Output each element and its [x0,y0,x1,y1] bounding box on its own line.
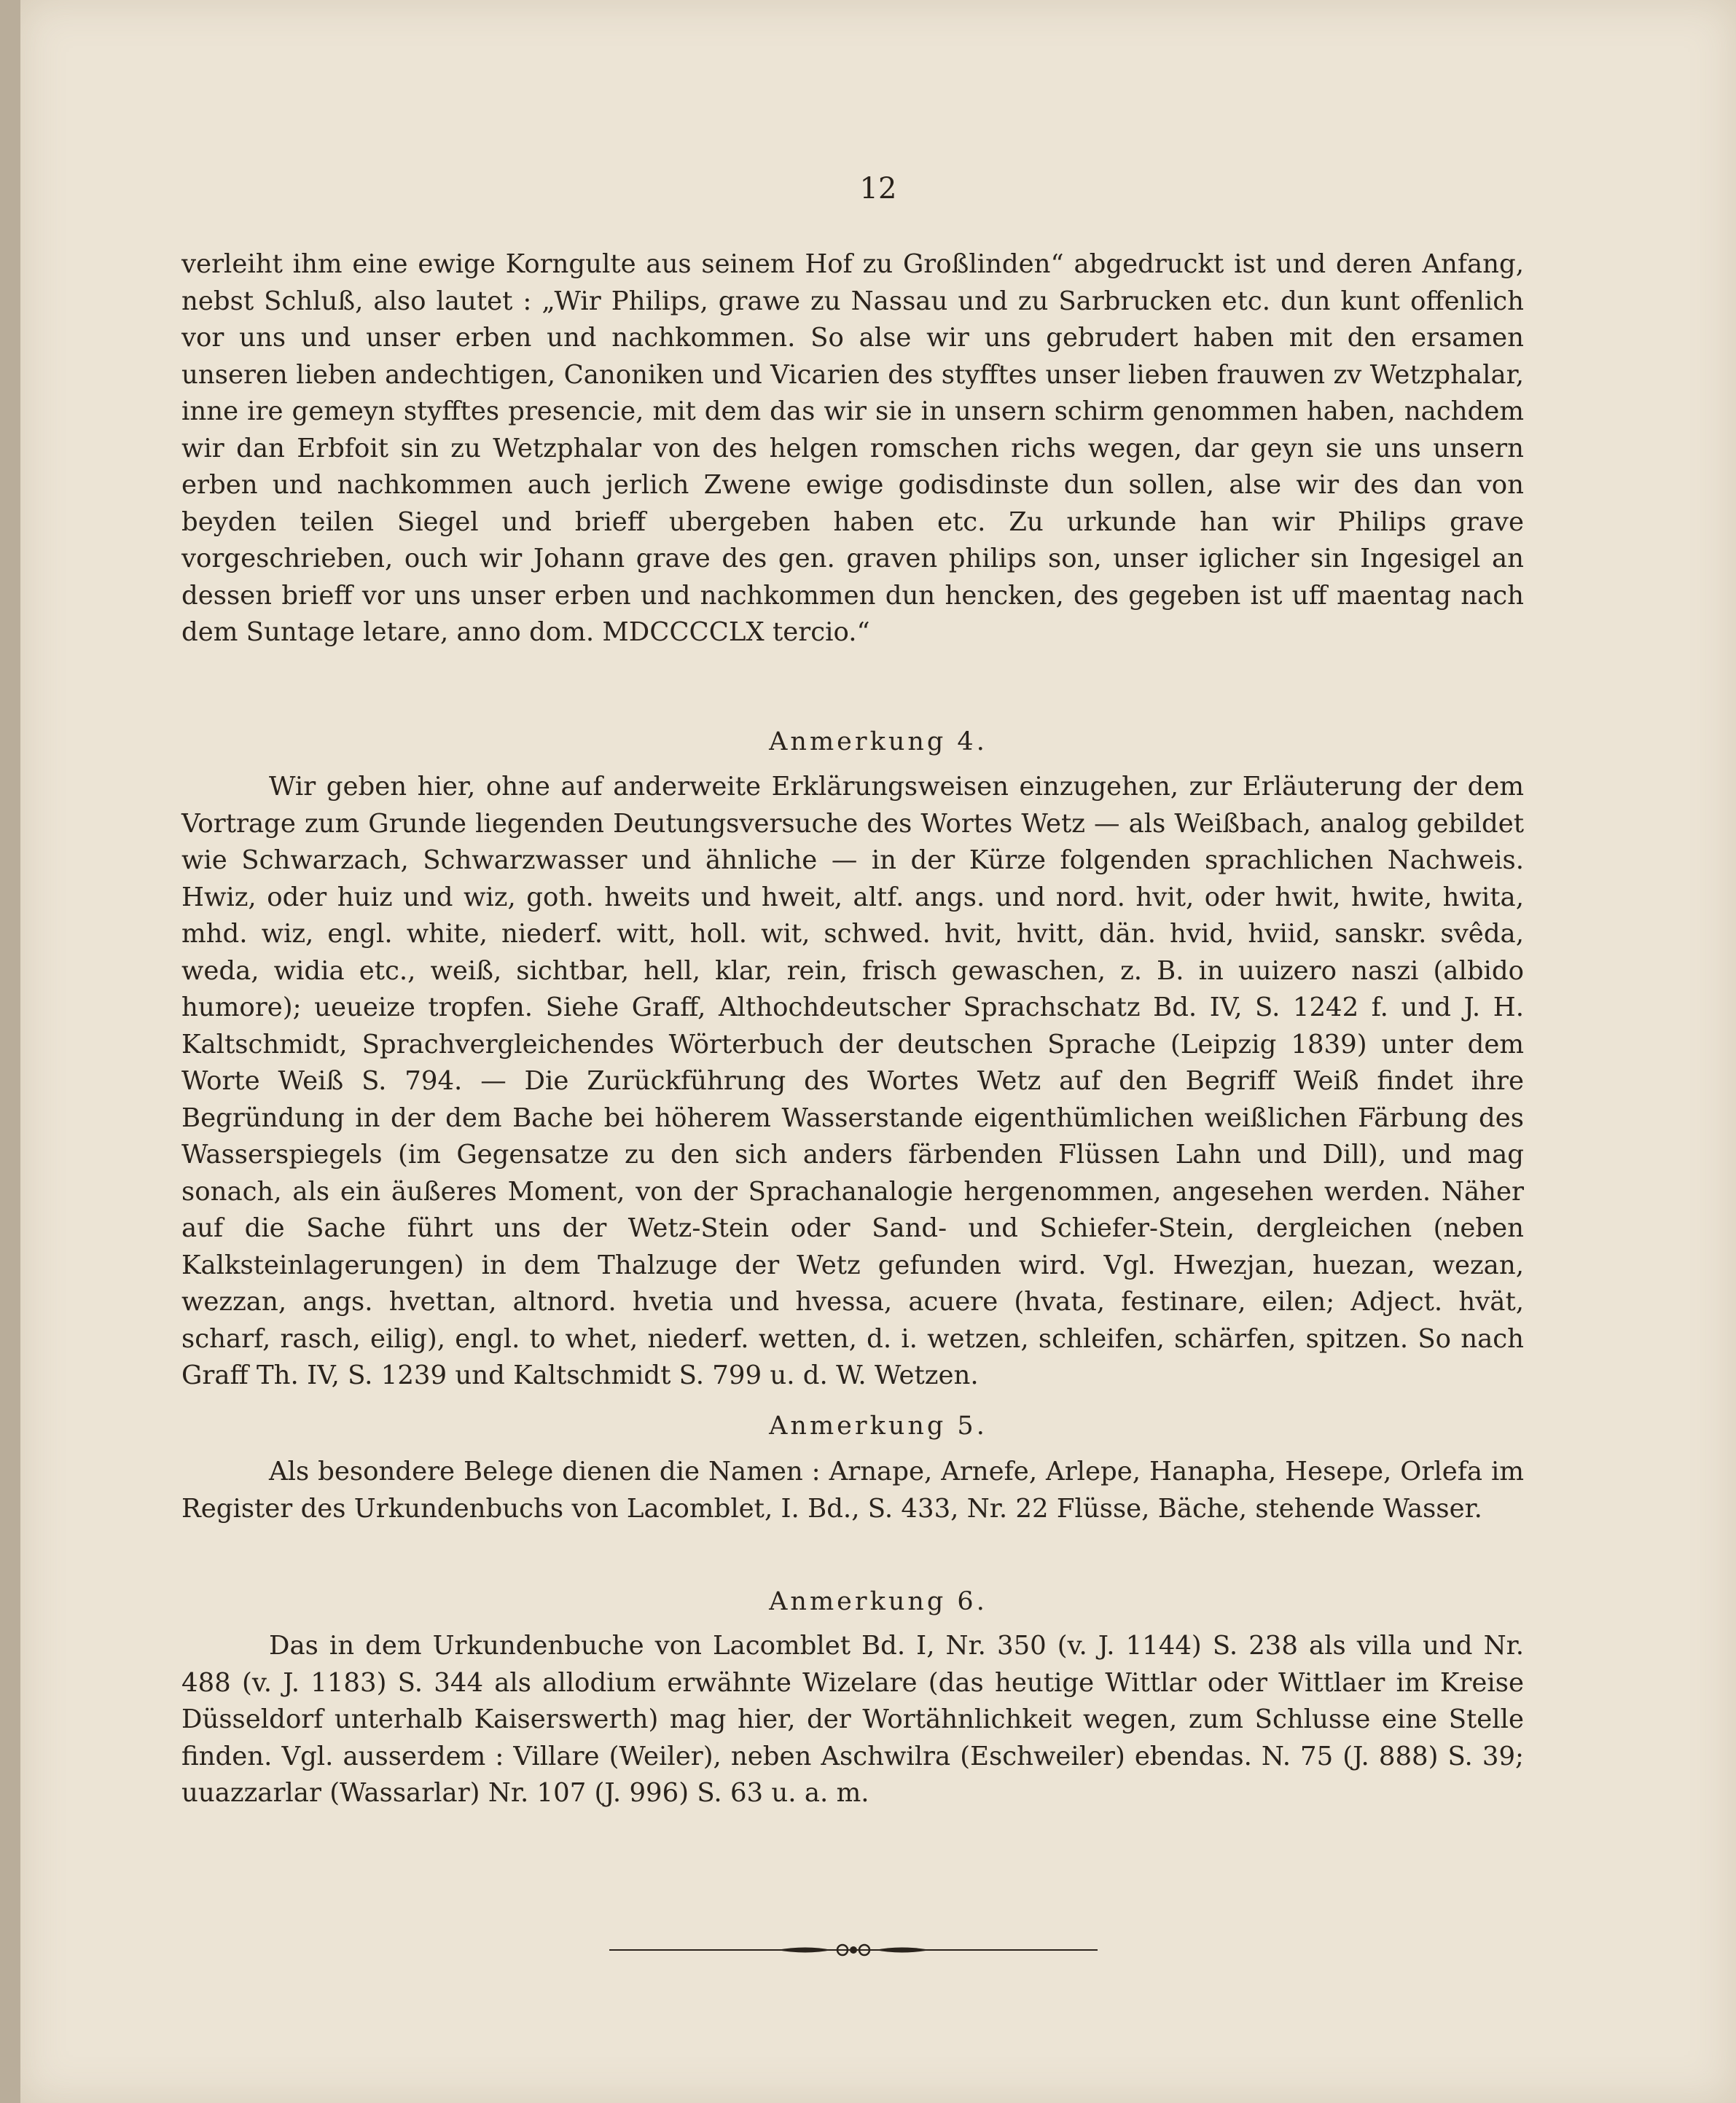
note-4-block [181,769,1524,1395]
note-6-block [181,1628,1524,1812]
page-number: 12 [859,172,897,205]
note-5-block [181,1454,1524,1527]
decorative-rule-icon [609,1941,1098,1959]
book-page [20,0,1736,2103]
note-5-paragraph: Als besondere Belege dienen die Namen : Arnape, Arnefe, Arlepe, Hanapha, Hesepe, Orlefa im Register des Urkundenbuchs von Lacomblet, I. Bd., S. 433, Nr. 22 Flüsse, Bäche, stehende Wasser. [181,1457,1524,1524]
note-4-paragraph: Wir geben hier, ohne auf anderweite Erklärungsweisen einzugehen, zur Erläuterung der dem Vortrage zum Grunde liegenden Deutungsversuche des Wortes Wetz — als Weißbach, analog gebildet wie Schwarzach, Schwarzwasser und ähnliche — in der Kürze folgenden sprachlichen Nachweis. Hwiz, oder huiz und wiz, goth. hweits und hweit, altf. angs. und nord. hvit, oder hwit, hwite, hwita, mhd. wiz, engl. white, niederf. witt, holl. wit, schwed. hvit, hvitt, dän. hvid, hviid, sanskr. svêda, weda, widia etc., weiß, sichtbar, hell, klar, rein, frisch gewaschen, z. B. in uuizero naszi (albido humore); ueueize tropfen. Siehe Graff, Althochdeutscher Sprachschatz Bd. IV, S. 1242 f. und J. H. Kaltschmidt, Sprachvergleichendes Wörterbuch der deutschen Sprache (Leipzig 1839) unter dem Worte Weiß S. 794. — Die Zurückführung des Wortes Wetz auf den Begriff Weiß findet ihre Begründung in der dem Bache bei höherem Wasserstande eigenthümlichen weißlichen Färbung des Wasserspiegels (im Gegensatze zu den sich anders färbenden Flüssen Lahn und Dill), und mag sonach, als ein äußeres Moment, von der Sprachanalogie hergenommen, angesehen werden. Näher auf die Sache führt uns der Wetz-Stein oder Sand- und Schiefer-Stein, dergleichen (neben Kalksteinlagerungen) in dem Thalzuge der Wetz gefunden wird. Vgl. Hwezjan, huezan, wezan, wezzan, angs. hvettan, altnord. hvetia und hvessa, acuere (hvata, festinare, eilen; Adject. hvät, scharf, rasch, eilig), engl. to whet, niederf. wetten, d. i. wetzen, schleifen, schärfen, spitzen. So nach Graff Th. IV, S. 1239 und Kaltschmidt S. 799 u. d. W. Wetzen. [181,772,1524,1390]
note-6-heading: Anmerkung 6. [769,1587,988,1616]
note-4-heading: Anmerkung 4. [769,727,988,756]
note-6-paragraph: Das in dem Urkundenbuche von Lacomblet Bd. I, Nr. 350 (v. J. 1144) S. 238 als villa und Nr. 488 (v. J. 1183) S. 344 als allodium erwähnte Wizelare (das heutige Wittlar oder Wittlaer im Kreise Düsseldorf unterhalb Kaiserswerth) mag hier, der Wortähnlichkeit wegen, zum Schlusse eine Stelle finden. Vgl. ausserdem : Villare (Weiler), neben Aschwilra (Eschweiler) ebendas. N. 75 (J. 888) S. 39; uuazzarlar (Wassarlar) Nr. 107 (J. 996) S. 63 u. a. m. [181,1631,1524,1808]
intro-paragraph: verleiht ihm eine ewige Korngulte aus seinem Hof zu Großlinden“ abgedruckt ist und deren Anfang, nebst Schluß, also lautet : „Wir Philips, grawe zu Nassau und zu Sarbrucken etc. dun kunt offenlich vor uns und unser erben und nachkommen. So alse wir uns gebrudert haben mit den ersamen unseren lieben andechtigen, Canoniken und Vicarien des styfftes unser lieben frauwen zv Wetzphalar, inne ire gemeyn styfftes presencie, mit dem das wir sie in unsern schirm genommen haben, nachdem wir dan Erbfoit sin zu Wetzphalar von des helgen romschen richs wegen, dar geyn sie uns unsern erben und nachkommen auch jerlich Zwene ewige godisdinste dun sollen, alse wir des dan von beyden teilen Siegel und brieff ubergeben haben etc. Zu urkunde han wir Philips grave vorgeschrieben, ouch wir Johann grave des gen. graven philips son, unser iglicher sin Ingesigel an dessen brieff vor uns unser erben und nachkommen dun hencken, des gegeben ist uff maentag nach dem Suntage letare, anno dom. MDCCCCLX tercio.“ [181,249,1524,647]
intro-paragraph-block [181,246,1524,651]
note-5-heading: Anmerkung 5. [769,1411,988,1441]
